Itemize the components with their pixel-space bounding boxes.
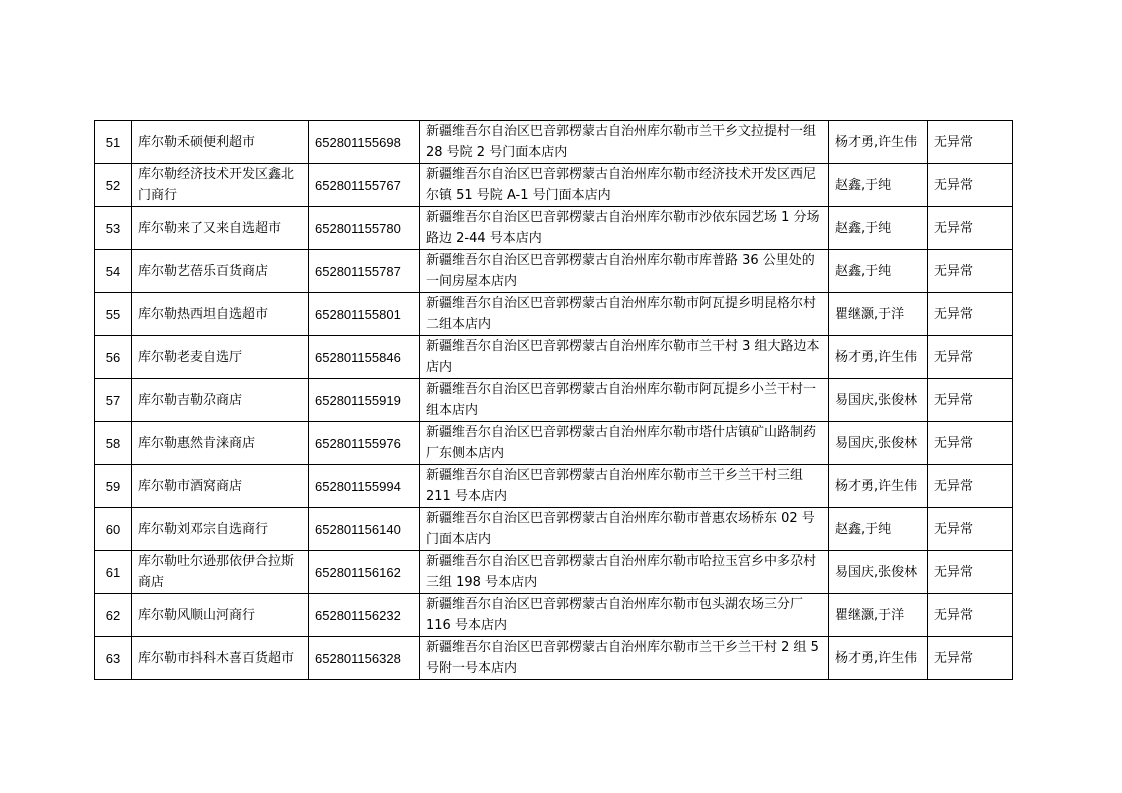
- inspectors-cell: 杨才勇,许生伟: [829, 336, 928, 379]
- inspection-table: [94, 120, 1013, 680]
- store-name-cell: 库尔勒风顺山河商行: [132, 594, 309, 637]
- store-name-cell: 库尔勒热西坦自选超市: [132, 293, 309, 336]
- row-number-cell: 63: [95, 637, 132, 680]
- license-code-cell: 652801156328: [309, 637, 420, 680]
- store-address-cell: 新疆维吾尔自治区巴音郭楞蒙古自治州库尔勒市兰干村 3 组大路边本店内: [420, 336, 829, 379]
- inspection-result-cell: 无异常: [928, 207, 1013, 250]
- store-name-cell: 库尔勒吉勒尕商店: [132, 379, 309, 422]
- license-code-cell: 652801155801: [309, 293, 420, 336]
- table-row: [95, 293, 1013, 336]
- store-name-cell: 库尔勒惠然肯涞商店: [132, 422, 309, 465]
- store-address-cell: 新疆维吾尔自治区巴音郭楞蒙古自治州库尔勒市塔什店镇矿山路制药厂东侧本店内: [420, 422, 829, 465]
- store-address-cell: 新疆维吾尔自治区巴音郭楞蒙古自治州库尔勒市兰干乡兰干村 2 组 5 号附一号本店内: [420, 637, 829, 680]
- license-code-cell: 652801155780: [309, 207, 420, 250]
- inspectors-cell: 易国庆,张俊林: [829, 551, 928, 594]
- row-number-cell: 56: [95, 336, 132, 379]
- store-address-cell: 新疆维吾尔自治区巴音郭楞蒙古自治州库尔勒市哈拉玉宫乡中多尕村三组 198 号本店内: [420, 551, 829, 594]
- inspection-result-cell: 无异常: [928, 379, 1013, 422]
- table-row: [95, 465, 1013, 508]
- inspectors-cell: 赵鑫,于纯: [829, 207, 928, 250]
- row-number-cell: 52: [95, 164, 132, 207]
- inspection-result-cell: 无异常: [928, 121, 1013, 164]
- table-row: [95, 164, 1013, 207]
- row-number-cell: 53: [95, 207, 132, 250]
- store-address-cell: 新疆维吾尔自治区巴音郭楞蒙古自治州库尔勒市阿瓦提乡小兰干村一组本店内: [420, 379, 829, 422]
- store-address-cell: 新疆维吾尔自治区巴音郭楞蒙古自治州库尔勒市兰干乡兰干村三组 211 号本店内: [420, 465, 829, 508]
- inspection-result-cell: 无异常: [928, 594, 1013, 637]
- inspectors-cell: 杨才勇,许生伟: [829, 637, 928, 680]
- inspectors-cell: 赵鑫,于纯: [829, 508, 928, 551]
- inspection-result-cell: 无异常: [928, 422, 1013, 465]
- row-number-cell: 51: [95, 121, 132, 164]
- inspection-result-cell: 无异常: [928, 250, 1013, 293]
- inspection-result-cell: 无异常: [928, 551, 1013, 594]
- inspectors-cell: 易国庆,张俊林: [829, 379, 928, 422]
- inspection-result-cell: 无异常: [928, 465, 1013, 508]
- store-name-cell: 库尔勒禾硕便利超市: [132, 121, 309, 164]
- license-code-cell: 652801155846: [309, 336, 420, 379]
- store-name-cell: 库尔勒来了又来自选超市: [132, 207, 309, 250]
- inspection-result-cell: 无异常: [928, 164, 1013, 207]
- table-row: [95, 594, 1013, 637]
- row-number-cell: 55: [95, 293, 132, 336]
- store-address-cell: 新疆维吾尔自治区巴音郭楞蒙古自治州库尔勒市包头湖农场三分厂 116 号本店内: [420, 594, 829, 637]
- store-address-cell: 新疆维吾尔自治区巴音郭楞蒙古自治州库尔勒市阿瓦提乡明昆格尔村二组本店内: [420, 293, 829, 336]
- inspectors-cell: 杨才勇,许生伟: [829, 465, 928, 508]
- table-row: [95, 250, 1013, 293]
- table-row: [95, 207, 1013, 250]
- inspectors-cell: 瞿继灏,于洋: [829, 293, 928, 336]
- license-code-cell: 652801156232: [309, 594, 420, 637]
- license-code-cell: 652801156140: [309, 508, 420, 551]
- row-number-cell: 57: [95, 379, 132, 422]
- store-name-cell: 库尔勒艺蓓乐百货商店: [132, 250, 309, 293]
- inspectors-cell: 瞿继灏,于洋: [829, 594, 928, 637]
- inspectors-cell: 赵鑫,于纯: [829, 164, 928, 207]
- row-number-cell: 60: [95, 508, 132, 551]
- license-code-cell: 652801155767: [309, 164, 420, 207]
- license-code-cell: 652801155976: [309, 422, 420, 465]
- store-name-cell: 库尔勒经济技术开发区鑫北门商行: [132, 164, 309, 207]
- license-code-cell: 652801156162: [309, 551, 420, 594]
- store-address-cell: 新疆维吾尔自治区巴音郭楞蒙古自治州库尔勒市兰干乡文拉提村一组 28 号院 2 号门面本店内: [420, 121, 829, 164]
- inspectors-cell: 杨才勇,许生伟: [829, 121, 928, 164]
- inspection-result-cell: 无异常: [928, 293, 1013, 336]
- table-body: [95, 121, 1013, 680]
- inspection-result-cell: 无异常: [928, 508, 1013, 551]
- store-name-cell: 库尔勒市抖科木喜百货超市: [132, 637, 309, 680]
- store-name-cell: 库尔勒老麦自选厅: [132, 336, 309, 379]
- inspection-result-cell: 无异常: [928, 336, 1013, 379]
- store-name-cell: 库尔勒刘邓宗自选商行: [132, 508, 309, 551]
- row-number-cell: 54: [95, 250, 132, 293]
- store-address-cell: 新疆维吾尔自治区巴音郭楞蒙古自治州库尔勒市经济技术开发区西尼尔镇 51 号院 A-1 号门面本店内: [420, 164, 829, 207]
- store-address-cell: 新疆维吾尔自治区巴音郭楞蒙古自治州库尔勒市库普路 36 公里处的一间房屋本店内: [420, 250, 829, 293]
- table-row: [95, 379, 1013, 422]
- table-row: [95, 336, 1013, 379]
- table-row: [95, 551, 1013, 594]
- store-address-cell: 新疆维吾尔自治区巴音郭楞蒙古自治州库尔勒市普惠农场桥东 02 号门面本店内: [420, 508, 829, 551]
- license-code-cell: 652801155787: [309, 250, 420, 293]
- table-row: [95, 422, 1013, 465]
- table-row: [95, 508, 1013, 551]
- store-name-cell: 库尔勒市酒窝商店: [132, 465, 309, 508]
- inspectors-cell: 易国庆,张俊林: [829, 422, 928, 465]
- license-code-cell: 652801155698: [309, 121, 420, 164]
- inspection-result-cell: 无异常: [928, 637, 1013, 680]
- row-number-cell: 58: [95, 422, 132, 465]
- inspectors-cell: 赵鑫,于纯: [829, 250, 928, 293]
- store-name-cell: 库尔勒吐尔逊那依伊合拉斯商店: [132, 551, 309, 594]
- table-row: [95, 121, 1013, 164]
- row-number-cell: 61: [95, 551, 132, 594]
- license-code-cell: 652801155994: [309, 465, 420, 508]
- license-code-cell: 652801155919: [309, 379, 420, 422]
- table-row: [95, 637, 1013, 680]
- row-number-cell: 62: [95, 594, 132, 637]
- row-number-cell: 59: [95, 465, 132, 508]
- store-address-cell: 新疆维吾尔自治区巴音郭楞蒙古自治州库尔勒市沙依东园艺场 1 分场路边 2-44 号本店内: [420, 207, 829, 250]
